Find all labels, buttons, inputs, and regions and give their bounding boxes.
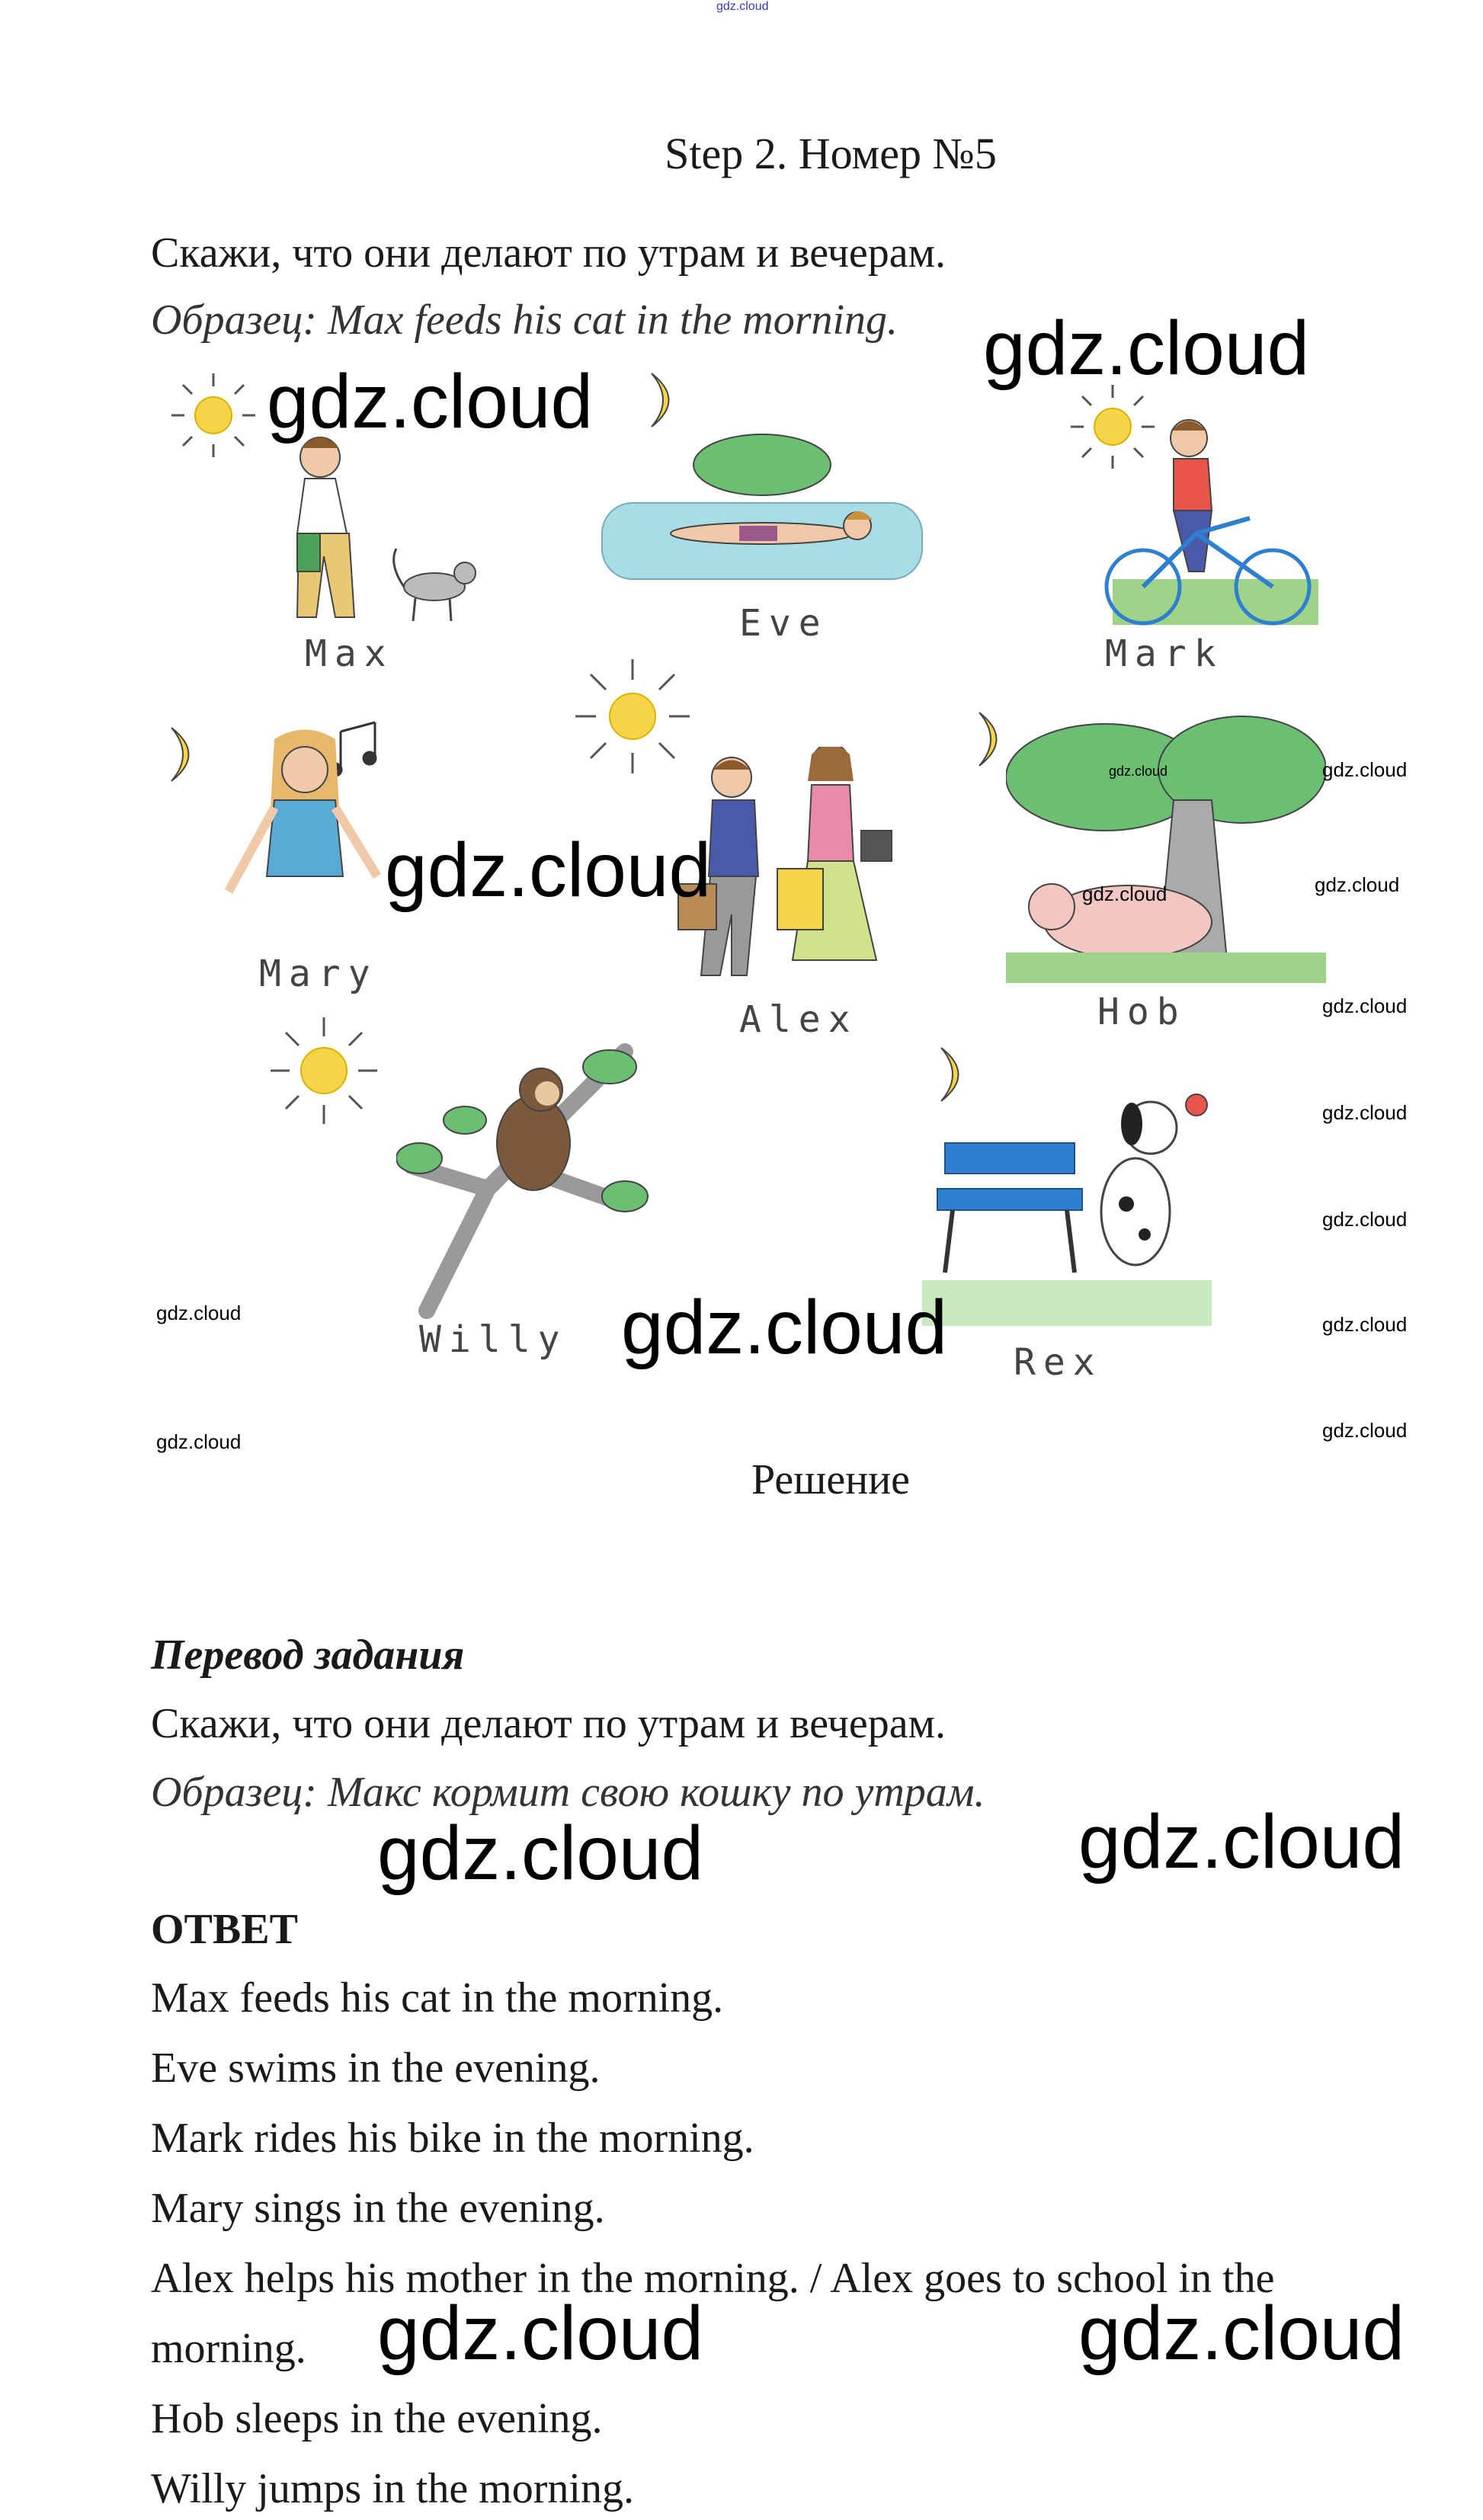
watermark: gdz.cloud: [1322, 758, 1408, 781]
answer-line: Eve swims in the evening.: [151, 2044, 601, 2092]
max-figure: [251, 427, 495, 632]
rex-figure: [922, 1082, 1227, 1334]
mark-figure: [1097, 404, 1326, 648]
watermark: gdz.cloud: [377, 1811, 704, 1896]
label-mary: Mary: [259, 953, 378, 995]
label-willy: Willy: [419, 1318, 568, 1361]
label-mark: Mark: [1105, 632, 1224, 675]
sun-icon: [267, 1013, 381, 1128]
watermark: gdz.cloud: [1315, 873, 1400, 896]
label-rex: Rex: [1014, 1341, 1103, 1384]
answer-line: Max feeds his cat in the morning.: [151, 1974, 724, 2022]
hob-figure: [1006, 709, 1326, 991]
label-max: Max: [305, 632, 394, 675]
watermark: gdz.cloud: [267, 359, 594, 444]
sun-icon: [168, 370, 259, 461]
watermark: gdz.cloud: [1322, 1101, 1408, 1124]
watermark: gdz.cloud: [1322, 994, 1408, 1017]
answer-line: Mark rides his bike in the morning.: [151, 2115, 754, 2162]
answer-line: Alex helps his mother in the morning. / Alex goes to school in the: [151, 2255, 1275, 2302]
watermark: gdz.cloud: [156, 1302, 242, 1324]
moon-icon: [160, 724, 206, 785]
task-instruction: Скажи, что они делают по утрам и вечерам.: [151, 229, 946, 277]
watermark: gdz.cloud: [1322, 1313, 1408, 1336]
willy-figure: [396, 1036, 655, 1326]
answer-line: Willy jumps in the morning.: [151, 2465, 634, 2512]
answer-line: Mary sings in the evening.: [151, 2185, 605, 2232]
watermark: gdz.cloud: [1322, 1419, 1408, 1442]
task-example: Образец: Max feeds his cat in the morning.: [151, 296, 898, 344]
mary-figure: [213, 724, 396, 953]
solution-heading: Решение: [751, 1456, 911, 1503]
translation-instruction: Скажи, что они делают по утрам и вечерам.: [151, 1700, 946, 1747]
answer-line: Hob sleeps in the evening.: [151, 2395, 603, 2442]
watermark: gdz.cloud: [1078, 1799, 1405, 1884]
translation-heading: Перевод задания: [151, 1631, 465, 1679]
watermark: gdz.cloud: [377, 2291, 704, 2376]
watermark: gdz.cloud: [983, 306, 1310, 391]
watermark: gdz.cloud: [621, 1285, 948, 1370]
eve-figure: [587, 419, 937, 594]
label-alex: Alex: [739, 998, 858, 1041]
label-eve: Eve: [739, 602, 828, 645]
watermark: gdz.cloud: [385, 828, 712, 913]
translation-example: Образец: Макс кормит свою кошку по утрам.: [151, 1769, 985, 1816]
illustration: [145, 343, 1364, 1394]
watermark: gdz.cloud: [1078, 2291, 1405, 2376]
answer-heading: ОТВЕТ: [151, 1906, 298, 1953]
answer-line: morning.: [151, 2325, 306, 2372]
watermark: gdz.cloud: [156, 1430, 242, 1453]
watermark: gdz.cloud: [1082, 882, 1168, 905]
watermark: gdz.cloud: [1109, 764, 1168, 779]
page-title: Step 2. Номер №5: [665, 129, 997, 178]
top-watermark: gdz.cloud: [716, 0, 769, 13]
label-hob: Hob: [1097, 991, 1187, 1033]
watermark: gdz.cloud: [1322, 1208, 1408, 1231]
